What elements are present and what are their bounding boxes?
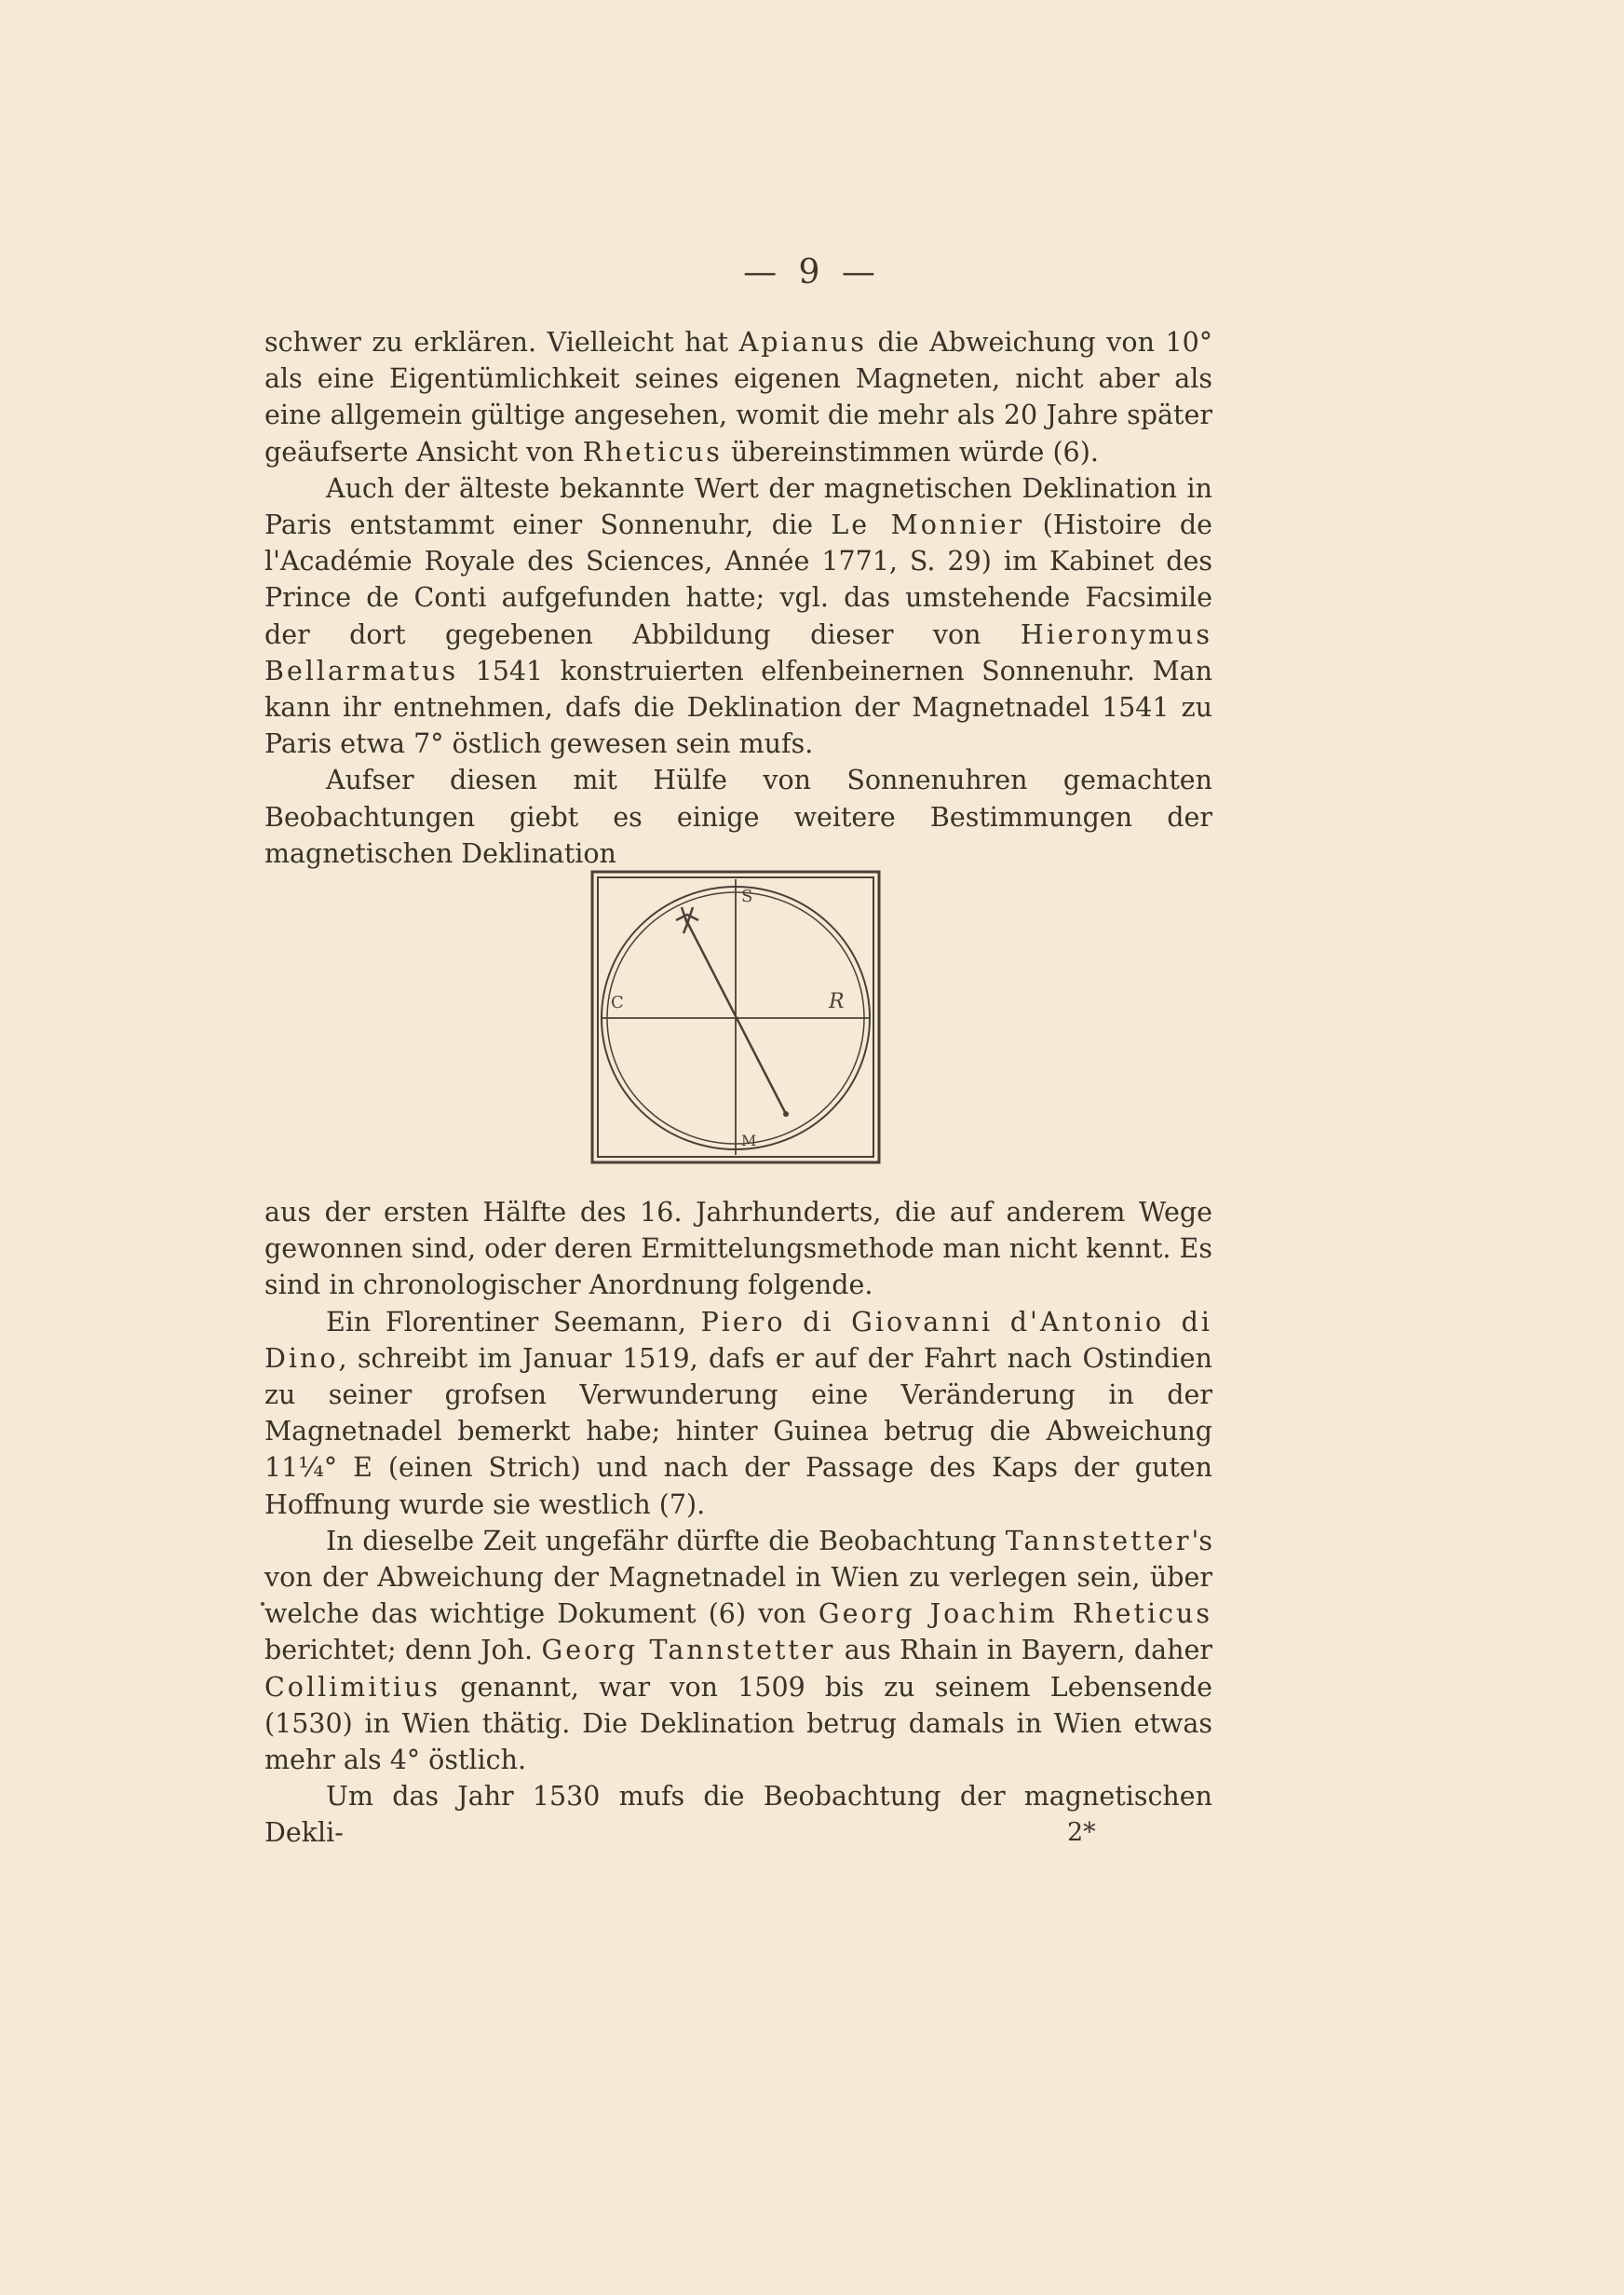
paragraph-2: Auch der älteste bekannte Wert der magnetischen Deklination in Paris entstammt einer Sonnenuhr, die Le Monnier (Histoire de l'Académie Royale des Sciences, Année 1771, S. 29) im Kabinet des Prince de Conti aufgefunden hatte; vgl. das umstehende Facsimile der dort gegebenen Abbildung dieser von Hieronymus Bellarmatus 1541 konstruierten elfenbeinernen Sonnenuhr. Man kann ihr entnehmen, dafs die Deklination der Magnetnadel 1541 zu Paris etwa 7° östlich gewesen sein mufs. xyxy=(264,472,1212,760)
page-number: — 9 — xyxy=(743,253,881,292)
paragraph-3-continued: aus der ersten Hälfte des 16. Jahrhunderts, die auf anderem Wege gewonnen sind, oder deren Ermittelungsmethode man nicht kennt. Es sind in chronologischer Anordnung folgende. xyxy=(264,1197,1212,1301)
sundial-compass-figure xyxy=(590,870,881,1164)
text-block-bottom xyxy=(264,1194,1212,1852)
label-s: S xyxy=(741,887,753,906)
paragraph-5: In dieselbe Zeit ungefähr dürfte die Beobachtung Tannstetter's von der Abweichung der Magnetnadel in Wien zu verlegen sein, über welche das wichtige Dokument (6) von Georg Joachim Rheticus berichtet; denn Joh. Georg Tannstetter aus Rhain in Bayern, daher Collimitius genannt, war von 1509 bis zu seinem Lebensende (1530) in Wien thätig. Die Deklination betrug damals in Wien etwas mehr als 4° östlich. xyxy=(264,1525,1213,1776)
label-r: R xyxy=(829,990,845,1013)
print-speck xyxy=(261,1602,264,1606)
label-m: M xyxy=(741,1132,757,1149)
signature-mark: 2* xyxy=(1067,1818,1096,1847)
sundial-compass-drawing xyxy=(590,870,881,1164)
paragraph-3-start: Aufser diesen mit Hülfe von Sonnenuhren gemachten Beobachtungen giebt es einige weitere Bestimmungen der magnetischen Deklination xyxy=(264,765,1212,869)
paragraph-6: Um das Jahr 1530 mufs die Beobachtung der magnetischen Dekli- xyxy=(264,1781,1212,1849)
text-block-top xyxy=(264,324,1212,872)
paragraph-4: Ein Florentiner Seemann, Piero di Giovanni d'Antonio di Dino, schreibt im Januar 1519, dafs er auf der Fahrt nach Ostindien zu seiner grofsen Verwunderung eine Veränderung in der Magnetnadel bemerkt habe; hinter Guinea betrug die Abweichung 11¼° E (einen Strich) und nach der Passage des Kaps der guten Hoffnung wurde sie westlich (7). xyxy=(264,1306,1213,1520)
paragraph-1: schwer zu erklären. Vielleicht hat Apianus die Abweichung von 10° als eine Eigentümlichkeit seines eigenen Magneten, nicht aber als eine allgemein gültige angesehen, womit die mehr als 20 Jahre später geäufserte Ansicht von Rheticus übereinstimmen würde (6). xyxy=(264,327,1213,468)
label-c: C xyxy=(611,993,624,1012)
